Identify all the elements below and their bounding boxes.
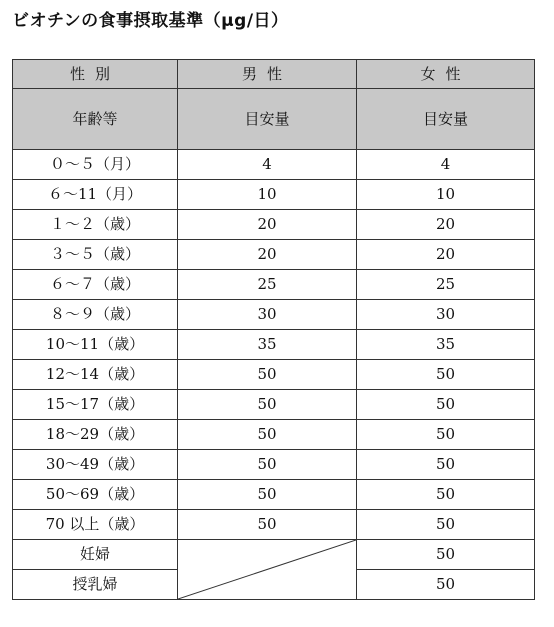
- female-value-cell: 50: [357, 480, 535, 510]
- male-value-cell: 20: [178, 240, 357, 270]
- male-value-cell: 25: [178, 270, 357, 300]
- female-adequate-intake-header: 目安量: [357, 89, 535, 150]
- table-row: [13, 300, 535, 330]
- age-cell: ３～５（歳）: [13, 240, 178, 270]
- female-value-cell: 20: [357, 210, 535, 240]
- male-adequate-intake-header: 目安量: [178, 89, 357, 150]
- male-value-cell: 50: [178, 510, 357, 540]
- table-row: [13, 240, 535, 270]
- table-row: [13, 210, 535, 240]
- male-header: 男性: [178, 60, 357, 89]
- table-row: [13, 270, 535, 300]
- table-row: [13, 510, 535, 540]
- age-cell: 12～14（歳）: [13, 360, 178, 390]
- male-value-cell: 10: [178, 180, 357, 210]
- table-row: [13, 480, 535, 510]
- header-row-measure: [13, 89, 535, 150]
- table-row: [13, 150, 535, 180]
- age-cell: ８～９（歳）: [13, 300, 178, 330]
- age-cell: 50～69（歳）: [13, 480, 178, 510]
- age-cell: ０～５（月）: [13, 150, 178, 180]
- female-header: 女性: [357, 60, 535, 89]
- male-value-cell: 50: [178, 420, 357, 450]
- table-row: [13, 330, 535, 360]
- table-row-pregnant: [13, 540, 535, 570]
- female-value-cell: 50: [357, 390, 535, 420]
- age-cell: 18～29（歳）: [13, 420, 178, 450]
- male-value-cell: 50: [178, 450, 357, 480]
- pregnant-label-cell: 妊婦: [13, 540, 178, 570]
- sex-header: 性別: [13, 60, 178, 89]
- age-cell: ６～７（歳）: [13, 270, 178, 300]
- female-value-cell: 50: [357, 450, 535, 480]
- biotin-intake-table: [12, 59, 535, 600]
- female-value-cell: 25: [357, 270, 535, 300]
- male-value-cell: 4: [178, 150, 357, 180]
- not-applicable-diagonal-cell: [178, 540, 357, 600]
- table-row: [13, 360, 535, 390]
- page-title: ビオチンの食事摂取基準（μg/日）: [12, 11, 289, 31]
- age-cell: １～２（歳）: [13, 210, 178, 240]
- lactating-label-cell: 授乳婦: [13, 570, 178, 600]
- female-value-cell: 50: [357, 510, 535, 540]
- male-value-cell: 50: [178, 360, 357, 390]
- age-header: 年齢等: [13, 89, 178, 150]
- diagonal-line: [178, 540, 356, 599]
- male-value-cell: 50: [178, 390, 357, 420]
- female-value-cell: 50: [357, 420, 535, 450]
- female-value-cell: 30: [357, 300, 535, 330]
- male-value-cell: 30: [178, 300, 357, 330]
- table-row: [13, 180, 535, 210]
- male-value-cell: 20: [178, 210, 357, 240]
- age-cell: 10～11（歳）: [13, 330, 178, 360]
- age-cell: 70 以上（歳）: [13, 510, 178, 540]
- lactating-female-value-cell: 50: [357, 570, 535, 600]
- male-value-cell: 50: [178, 480, 357, 510]
- female-value-cell: 50: [357, 360, 535, 390]
- age-cell: 30～49（歳）: [13, 450, 178, 480]
- female-value-cell: 20: [357, 240, 535, 270]
- table-row: [13, 420, 535, 450]
- age-cell: ６～11（月）: [13, 180, 178, 210]
- table-row: [13, 390, 535, 420]
- female-value-cell: 4: [357, 150, 535, 180]
- female-value-cell: 35: [357, 330, 535, 360]
- pregnant-female-value-cell: 50: [357, 540, 535, 570]
- header-row-sex: [13, 60, 535, 89]
- female-value-cell: 10: [357, 180, 535, 210]
- age-cell: 15～17（歳）: [13, 390, 178, 420]
- table-row: [13, 450, 535, 480]
- male-value-cell: 35: [178, 330, 357, 360]
